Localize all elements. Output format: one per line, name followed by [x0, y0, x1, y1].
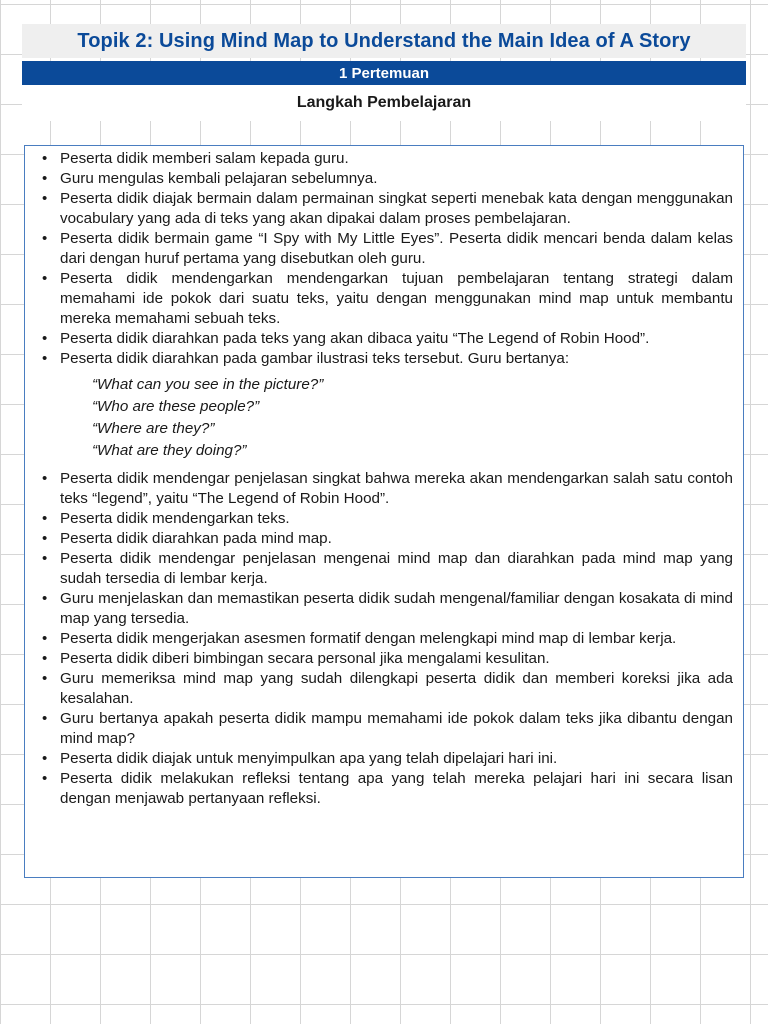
list-item: • Peserta didik diajak untuk menyimpulkan apa yang telah dipelajari hari ini.	[42, 750, 558, 767]
bullet-icon: •	[42, 530, 48, 547]
list-item: • Guru menjelaskan dan memastikan peserta didik sudah mengenal/familiar dengan kosakata di mind map yang tersedia.	[42, 590, 733, 627]
bullet-icon: •	[42, 550, 48, 567]
list-item: • Peserta didik mendengar penjelasan singkat bahwa mereka akan mendengarkan salah satu contoh teks “legend”, yaitu “The Legend of Robin Hood”.	[42, 470, 733, 507]
header	[22, 24, 746, 121]
steps-list-1	[38, 149, 733, 369]
bullet-icon: •	[42, 170, 48, 187]
list-item: • Peserta didik diajak bermain dalam permainan singkat seperti menebak kata dengan menggunakan vocabulary yang ada di teks yang akan dipakai dalam proses pembelajaran.	[42, 190, 733, 227]
list-item: • Guru bertanya apakah peserta didik mampu memahami ide pokok dalam teks jika dibantu dengan mind map?	[42, 710, 733, 747]
bullet-icon: •	[42, 330, 48, 347]
bullet-icon: •	[42, 750, 48, 767]
bullet-icon: •	[42, 670, 48, 687]
question-item: “Where are they?”	[92, 420, 215, 437]
section-title: Langkah Pembelajaran	[296, 94, 472, 111]
bullet-icon: •	[42, 230, 48, 247]
bullet-icon: •	[42, 710, 48, 727]
bullet-icon: •	[42, 590, 48, 607]
page-title: Topik 2: Using Mind Map to Understand the Main Idea of A Story	[77, 29, 691, 52]
bullet-icon: •	[42, 190, 48, 207]
bullet-icon: •	[42, 470, 48, 487]
learning-steps-box	[24, 145, 744, 878]
list-item: • Guru mengulas kembali pelajaran sebelumnya.	[42, 170, 378, 187]
list-item: • Peserta didik mendengarkan teks.	[42, 510, 290, 527]
list-item: • Peserta didik diarahkan pada teks yang akan dibaca yaitu “The Legend of Robin Hood”.	[42, 330, 650, 347]
list-item: • Peserta didik diarahkan pada mind map.	[42, 530, 332, 547]
question-item: “What are they doing?”	[92, 442, 247, 459]
question-item: “Who are these people?”	[92, 398, 260, 415]
list-item: • Peserta didik diberi bimbingan secara personal jika mengalami kesulitan.	[42, 650, 550, 667]
list-item: • Guru memeriksa mind map yang sudah dilengkapi peserta didik dan memberi koreksi jika ada kesalahan.	[42, 670, 733, 707]
bullet-icon: •	[42, 270, 48, 287]
list-item: • Peserta didik bermain game “I Spy with My Little Eyes”. Peserta didik mencari benda dalam kelas dari dengan huruf pertama yang disebutkan oleh guru.	[42, 230, 733, 267]
meeting-label: 1 Pertemuan	[338, 64, 430, 82]
question-item: “What can you see in the picture?”	[92, 376, 324, 393]
teacher-questions	[38, 374, 733, 462]
title-bar	[22, 24, 746, 58]
list-item: • Peserta didik mengerjakan asesmen formatif dengan melengkapi mind map di lembar kerja.	[42, 630, 677, 647]
bullet-icon: •	[42, 630, 48, 647]
bullet-icon: •	[42, 350, 48, 367]
bullet-icon: •	[42, 150, 48, 167]
steps-list-2	[38, 469, 733, 809]
meeting-bar	[22, 61, 746, 85]
bullet-icon: •	[42, 510, 48, 527]
list-item: • Peserta didik mendengarkan mendengarkan tujuan pembelajaran tentang strategi dalam memahami ide pokok dari suatu teks, yaitu dengan menggunakan mind map untuk membantu mereka memahami sebuah teks.	[42, 270, 733, 327]
list-item: • Peserta didik melakukan refleksi tentang apa yang telah mereka pelajari hari ini secara lisan dengan menjawab pertanyaan refleksi.	[42, 770, 733, 807]
bullet-icon: •	[42, 650, 48, 667]
list-item: • Peserta didik memberi salam kepada guru.	[42, 150, 349, 167]
list-item: • Peserta didik mendengar penjelasan mengenai mind map dan diarahkan pada mind map yang sudah tersedia di lembar kerja.	[42, 550, 733, 587]
bullet-icon: •	[42, 770, 48, 787]
section-bar	[22, 85, 746, 121]
list-item: • Peserta didik diarahkan pada gambar ilustrasi teks tersebut. Guru bertanya:	[42, 350, 570, 367]
